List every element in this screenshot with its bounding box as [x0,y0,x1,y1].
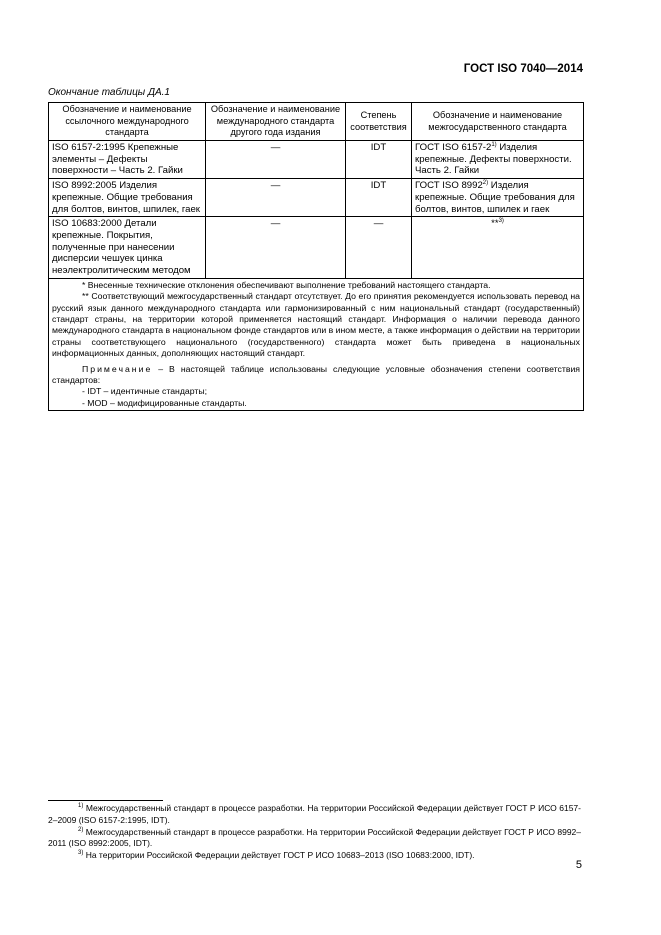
other-year-cell: — [206,179,346,217]
footnotes [48,803,581,862]
header-degree: Степень соответствия [346,103,412,141]
table-row [49,141,584,179]
table-caption: Окончание таблицы ДА.1 [48,87,170,98]
legend-mod: - MOD – модифицированные стандарты. [82,397,247,408]
interstate-code: ГОСТ ISO 8992 [415,180,483,192]
footnote [48,827,581,851]
footnote-mark: 1) [78,803,84,810]
notes-row [49,278,584,410]
table-row [49,179,584,217]
interstate-cell [412,179,584,217]
ref-standard-cell: ISO 8992:2005 Изделия крепежные. Общие требования для болтов, винтов, шпилек, гаек [49,179,206,217]
table-notes [49,278,584,410]
footnote [48,803,581,827]
header-ref-standard: Обозначение и наименование ссылочного международного стандарта [49,103,206,141]
interstate-code: ** [491,218,499,230]
footnote-mark: 1) [491,141,497,148]
note-no-interstate: ** Соответствующий межгосударственный стандарт отсутствует. До его принятия рекомендуется использовать перевод на русский язык данного международного стандарта или гармонизированный с ним национальный стандарт (государственный) стандарт страны, на территории которой применяется настоящий стандарт. Информация о наличии перевода данного международного стандарта в национальном фонде стандартов или в ином месте, а также информация о действии на территории страны соответствующего национального (государственного) стандарта может быть приведена в национальных информационных данных, дополняющих настоящий стандарт. [52,291,580,359]
footnote-text: Межгосударственный стандарт в процессе разработки. На территории Российской Федерации действует ГОСТ Р ИСО 8992–2011 (ISO 8992:2005, IDT). [48,826,582,849]
standards-table [48,102,584,411]
ref-standard-cell: ISO 6157-2:1995 Крепежные элементы – Дефекты поверхности – Часть 2. Гайки [49,141,206,179]
footnote-mark: 2) [78,826,84,833]
footnote-mark: 3) [78,850,84,857]
footnote [48,850,581,862]
document-code: ГОСТ ISO 7040—2014 [463,63,583,75]
interstate-title: Изделия крепежные. Общие требования для болтов, винтов, шпилек и гаек [415,180,575,215]
remark [52,364,580,387]
footnote-separator [48,800,163,801]
interstate-title: Изделия крепежные. Дефекты поверхности. Часть 2. Гайки [415,142,572,177]
footnote-text: На территории Российской Федерации действует ГОСТ Р ИСО 10683–2013 (ISO 10683:2000, IDT). [83,850,475,861]
interstate-cell [412,141,584,179]
other-year-cell: — [206,217,346,279]
other-year-cell: — [206,141,346,179]
legend-idt: - IDT – идентичные стандарты; [82,386,208,397]
table-row [49,217,584,279]
table-header-row [49,103,584,141]
page-number: 5 [575,859,582,871]
note-deviations: * Внесенные технические отклонения обеспечивают выполнение требований настоящего стандарта. [82,279,491,290]
header-other-year-standard: Обозначение и наименование международного стандарта другого года издания [206,103,346,141]
interstate-cell [412,217,584,279]
degree-cell: IDT [346,179,412,217]
footnote-mark: 3) [498,218,504,225]
header-interstate-standard: Обозначение и наименование межгосударственного стандарта [412,103,584,141]
degree-cell: IDT [346,141,412,179]
footnote-text: Межгосударственный стандарт в процессе разработки. На территории Российской Федерации действует ГОСТ Р ИСО 6157-2–2009 (ISO 6157-2:1995, IDT). [48,803,581,825]
ref-standard-cell: ISO 10683:2000 Детали крепежные. Покрытия, полученные при нанесении дисперсии чешуек цинка неэлектролитическим методом [49,217,206,279]
footnote-mark: 2) [482,179,489,186]
interstate-code: ГОСТ ISO 6157-2 [415,142,492,153]
remark-text: – В настоящей таблице использованы следующие условные обозначения степени соответствия стандартов: [52,363,580,385]
remark-label: Примечание [82,363,153,374]
degree-cell: — [346,217,412,279]
